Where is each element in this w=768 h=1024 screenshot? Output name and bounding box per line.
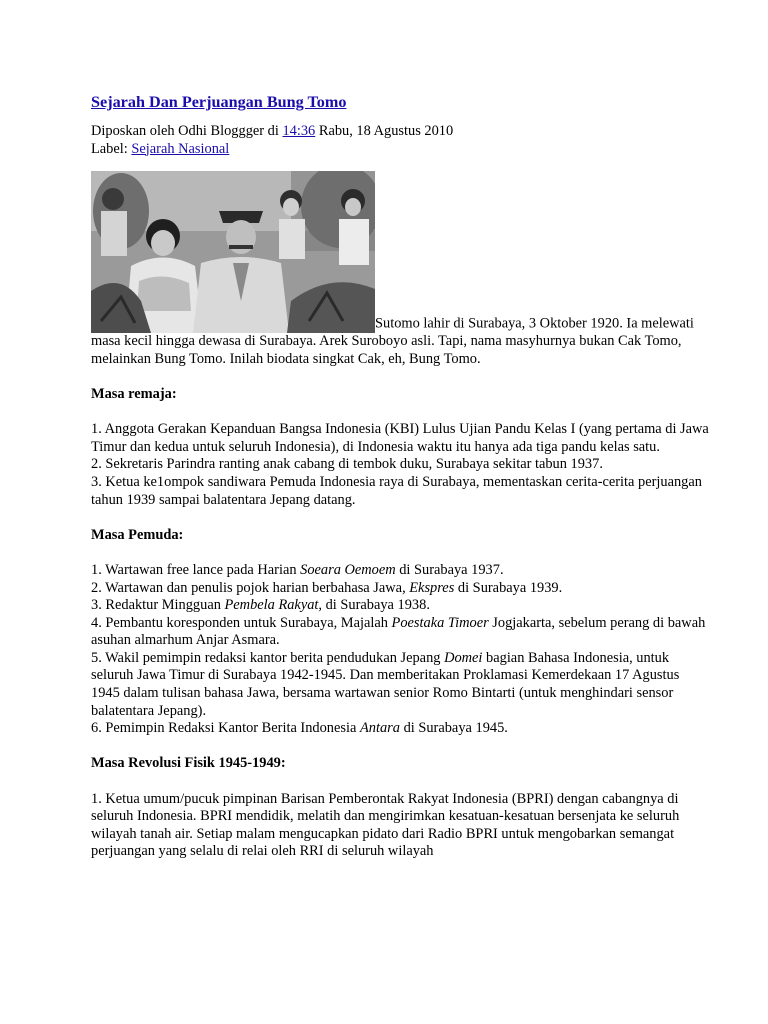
spacer: [91, 509, 711, 527]
list-item-text: 1. Wartawan free lance pada Harian: [91, 561, 301, 578]
intro-text: Sutomo lahir di Surabaya, 3 Oktober 1920. Ia melewati masa kecil hingga dewasa di Surabaya. Arek Suroboyo asli. Tapi, nama masyhurnya bukan Cak Tomo, melainkan Bung Tomo. Inilah biodata singkat Cak, eh, Bung Tomo.: [91, 315, 694, 367]
list-item-text: di Surabaya 1945.: [399, 720, 508, 737]
list-item: [91, 580, 711, 598]
spacer: [91, 773, 711, 791]
section-heading-revolusi: Masa Revolusi Fisik 1945-1949:: [91, 755, 286, 772]
list-item-text: bagian Bahasa Indonesia, untuk seluruh Jawa Timur di Surabaya 1942-1945. Dan memberitakan Proklamasi Kemerdekaan 17 Agustus 1945 dalam tulisan bahasa Jawa, bersama wartawan senior Romo Bintarti (untuk menghindari sensor balatentara Jepang).: [91, 649, 680, 719]
list-item: 1. Ketua umum/pucuk pimpinan Barisan Pemberontak Rakyat Indonesia (BPRI) dengan cabangnya di seluruh Indonesia. BPRI mendidik, melatih dan mengirimkan kesatuan-kesatuan bersenjata ke seluruh wilayah tanah air. Setiap malam mengucapkan pidato dari Radio BPRI untuk mengobarkan semangat perjuangan yang selalu di relai oleh RRI di seluruh wilayah: [91, 790, 680, 860]
publication-name: Ekspres: [409, 579, 455, 596]
list-item-text: Jogjakarta, sebelum perang di bawah asuhan almarhum Anjar Asmara.: [91, 614, 706, 649]
publication-name: Antara: [359, 720, 400, 737]
list-item: [91, 650, 711, 720]
list-item-text: 4. Pembantu koresponden untuk Surabaya, Majalah: [91, 614, 392, 631]
publication-name: Soeara Oemoem: [300, 561, 396, 578]
post-label-line: [91, 141, 711, 159]
photo-icon: [91, 171, 375, 333]
list-item-text: di Surabaya 1937.: [395, 561, 504, 578]
post-title-link[interactable]: Sejarah Dan Perjuangan Bung Tomo: [91, 93, 347, 111]
intro-block: [91, 171, 711, 368]
post-label-link[interactable]: Sejarah Nasional: [131, 140, 230, 157]
list-item: 3. Ketua ke1ompok sandiwara Pemuda Indonesia raya di Surabaya, mementaskan cerita-cerita perjuangan tahun 1939 sampai balatentara Jepang datang.: [91, 473, 702, 508]
spacer: [91, 544, 711, 562]
post-meta-line: [91, 123, 711, 141]
post-author-prefix: Diposkan oleh Odhi Bloggger di: [91, 123, 279, 139]
list-item-text: 6. Pemimpin Redaksi Kantor Berita Indonesia: [91, 720, 360, 737]
section-heading-pemuda: Masa Pemuda:: [91, 526, 184, 543]
list-item-text: 2. Wartawan dan penulis pojok harian berbahasa Jawa,: [91, 579, 410, 596]
blog-post: [91, 92, 711, 861]
spacer: [91, 368, 711, 386]
post-date: Rabu, 18 Agustus 2010: [318, 123, 454, 139]
publication-name: Poestaka Timoer: [391, 614, 489, 631]
list-item-text: , di Surabaya 1938.: [318, 597, 430, 614]
list-item: [91, 562, 711, 580]
spacer: [91, 404, 711, 422]
list-item-text: 5. Wakil pemimpin redaksi kantor berita pendudukan Jepang: [91, 649, 445, 666]
section-heading-remaja: Masa remaja:: [91, 385, 177, 402]
post-label-prefix: Label:: [91, 140, 128, 157]
list-item: [91, 615, 711, 650]
list-item: 2. Sekretaris Parindra ranting anak cabang di tembok duku, Surabaya sekitar tabun 1937.: [91, 456, 603, 473]
publication-name: Domei: [444, 649, 483, 666]
post-title: [91, 92, 711, 112]
publication-name: Pembela Rakyat: [224, 597, 319, 614]
bung-tomo-photo: [91, 171, 375, 333]
list-item: [91, 597, 711, 615]
post-time-link[interactable]: 14:36: [282, 123, 316, 139]
list-item-text: di Surabaya 1939.: [454, 579, 563, 596]
list-item: 1. Anggota Gerakan Kepanduan Bangsa Indonesia (KBI) Lulus Ujian Pandu Kelas I (yang pertama di Jawa Timur dan kedua untuk seluruh Indonesia), di Indonesia waktu itu hanya ada tiga pandu kelas satu.: [91, 421, 709, 455]
list-item: [91, 720, 711, 738]
list-item-text: 3. Redaktur Mingguan: [91, 597, 225, 614]
spacer: [91, 738, 711, 756]
